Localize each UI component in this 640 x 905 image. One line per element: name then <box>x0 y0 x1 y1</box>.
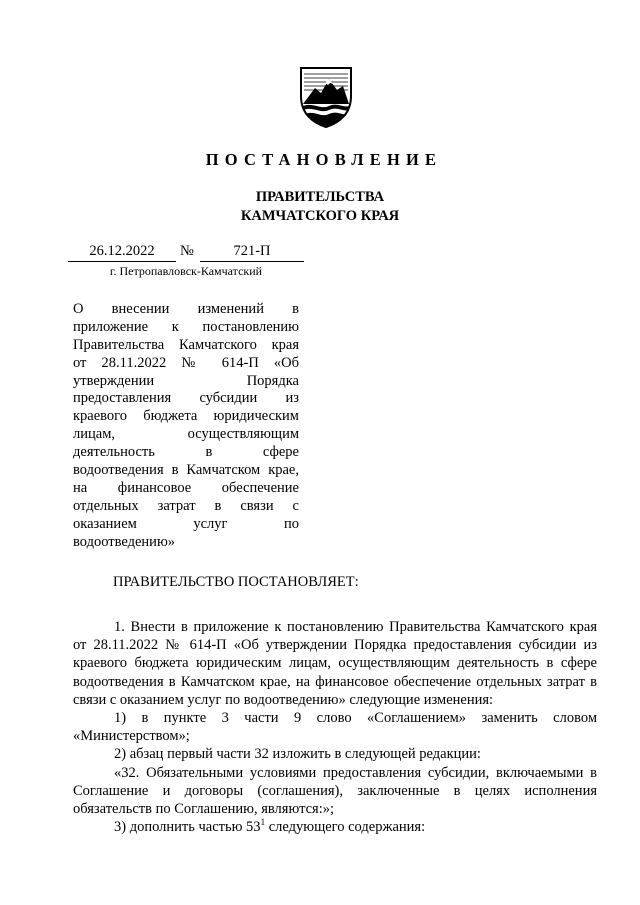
document-subject <box>73 301 299 551</box>
subject-line: водоотведения в Камчатском крае, <box>73 462 299 479</box>
subject-line: на финансовое обеспечение <box>73 479 299 496</box>
subject-line: О внесении изменений в <box>73 301 299 317</box>
subject-line: оказанием услуг по <box>73 515 299 532</box>
subject-line: деятельность в сфере <box>73 444 299 461</box>
body-text: следующего содержания: <box>265 819 426 836</box>
superscript: 1 <box>260 817 266 828</box>
document-body <box>73 618 597 836</box>
body-paragraph <box>73 818 597 836</box>
subject-line: Правительства Камчатского края <box>73 336 299 353</box>
body-paragraph: 1. Внести в приложение к постановлению Правительства Камчатского края от 28.11.2022 № 614-П «Об утверждении Порядка предоставления субсидии из краевого бюджета юридическим лицам, осуществляющим деятельность в сфере водоотведения в Камчатском крае, на финансовое обеспечение отдельных затрат в связи с оказанием услуг по водоотведению» следующие изменения: <box>73 619 597 708</box>
kamchatka-emblem-icon <box>299 66 353 128</box>
subject-line: краевого бюджета юридическим <box>73 408 299 425</box>
subject-line: утверждении Порядка <box>73 372 299 389</box>
number-underline <box>200 261 304 262</box>
issuer-line: КАМЧАТСКОГО КРАЯ <box>240 208 400 224</box>
issuer-line: ПРАВИТЕЛЬСТВА <box>255 189 385 205</box>
resolves-heading: ПРАВИТЕЛЬСТВО ПОСТАНОВЛЯЕТ: <box>113 574 359 590</box>
subject-line: отдельных затрат в связи с <box>73 497 299 514</box>
document-date: 26.12.2022 <box>89 243 155 259</box>
document-title: ПОСТАНОВЛЕНИЕ <box>205 150 443 169</box>
city-name: г. Петропавловск-Камчатский <box>109 264 263 278</box>
body-paragraph: 1) в пункте 3 части 9 слово «Соглашением» заменить словом «Министерством»; <box>73 710 597 745</box>
subject-line: приложение к постановлению <box>73 318 299 335</box>
body-paragraph: 2) абзац первый части 32 изложить в следующей редакции: <box>114 746 481 763</box>
document-number: 721-П <box>233 243 271 259</box>
issuer-name <box>200 188 440 226</box>
body-text: 3) дополнить частью 53 <box>114 819 261 836</box>
subject-line: предоставления субсидии из <box>73 390 299 407</box>
body-paragraph: «32. Обязательными условиями предоставления субсидии, включаемыми в Соглашение и договоры (соглашения), заключенные в целях исполнения обязательств по Соглашению, являются:»; <box>73 764 597 818</box>
subject-line: водоотведению» <box>73 533 176 550</box>
subject-line: лицам, осуществляющим <box>73 426 299 443</box>
number-sign: № <box>180 243 194 259</box>
date-underline <box>68 261 176 262</box>
subject-line: от 28.11.2022 № 614-П «Об <box>73 354 299 371</box>
